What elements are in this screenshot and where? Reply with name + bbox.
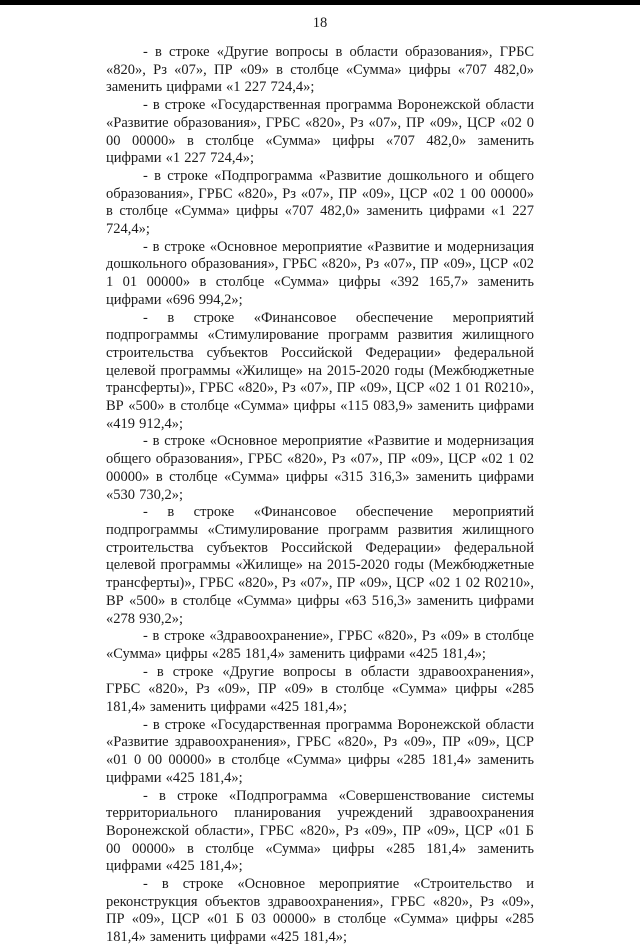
paragraph: - в строке «Другие вопросы в области здравоохранения», ГРБС «820», Рз «09», ПР «09» в столбце «Сумма» цифры «285 181,4» заменить цифрами «425 181,4»;	[106, 663, 534, 716]
paragraph: - в строке «Основное мероприятие «Развитие и модернизация общего образования», ГРБС «820», Рз «07», ПР «09», ЦСР «02 1 02 00000» в столбце «Сумма» цифры «315 316,3» заменить цифрами «530 730,2»;	[106, 433, 534, 503]
paragraph: - в строке «Основное мероприятие «Строительство и реконструкция объектов здравоохранения», ГРБС «820», Рз «09», ПР «09», ЦСР «01 Б 03 00000» в столбце «Сумма» цифры «285 181,4» заменить цифрами «425 181,4»;	[106, 876, 534, 946]
paragraph: - в строке «Государственная программа Воронежской области «Развитие образования», ГРБС «820», Рз «07», ПР «09», ЦСР «02 0 00 00000» в столбце «Сумма» цифры «707 482,0» заменить цифрами «1 227 724,4»;	[106, 97, 534, 167]
paragraph: - в строке «Основное мероприятие «Развитие и модернизация дошкольного образования», ГРБС «820», Рз «07», ПР «09», ЦСР «02 1 01 00000» в столбце «Сумма» цифры «392 165,7» заменить цифрами «696 994,2»;	[106, 238, 534, 308]
paragraph: - в строке «Финансовое обеспечение мероприятий подпрограммы «Стимулирование программ развития жилищного строительства субъектов Российской Федерации» федеральной целевой программы «Жилище» на 2015-2020 годы (Межбюджетные трансферты)», ГРБС «820», Рз «07», ПР «09», ЦСР «02 1 02 R0210», ВР «500» в столбце «Сумма» цифры «63 516,3» заменить цифрами «278 930,2»;	[106, 504, 534, 627]
paragraph: - в строке «Другие вопросы в области образования», ГРБС «820», Рз «07», ПР «09» в столбце «Сумма» цифры «707 482,0» заменить цифрами «1 227 724,4»;	[106, 44, 534, 96]
page-number: 18	[312, 15, 328, 31]
paragraph: - в строке «Подпрограмма «Совершенствование системы территориального планирования учреждений здравоохранения Воронежской области», ГРБС «820», Рз «09», ПР «09», ЦСР «01 Б 00 00000» в столбце «Сумма» цифры «285 181,4» заменить цифрами «425 181,4»;	[106, 787, 534, 875]
paragraph: - в строке «Подпрограмма «Развитие дошкольного и общего образования», ГРБС «820», Рз «07», ПР «09», ЦСР «02 1 00 00000» в столбце «Сумма» цифры «707 482,0» заменить цифрами «1 227 724,4»;	[106, 167, 534, 238]
paragraph: - в строке «Государственная программа Воронежской области «Развитие здравоохранения», ГРБС «820», Рз «09», ПР «09», ЦСР «01 0 00 00000» в столбце «Сумма» цифры «285 181,4» заменить цифрами «425 181,4»;	[106, 716, 534, 786]
document-page	[106, 14, 534, 947]
top-border	[0, 0, 640, 5]
paragraph: - в строке «Здравоохранение», ГРБС «820», Рз «09» в столбце «Сумма» цифры «285 181,4» заменить цифрами «425 181,4»;	[106, 628, 534, 662]
paragraph: - в строке «Финансовое обеспечение мероприятий подпрограммы «Стимулирование программ развития жилищного строительства субъектов Российской Федерации» федеральной целевой программы «Жилище» на 2015-2020 годы (Межбюджетные трансферты)», ГРБС «820», Рз «07», ПР «09», ЦСР «02 1 01 R0210», ВР «500» в столбце «Сумма» цифры «115 083,9» заменить цифрами «419 912,4»;	[106, 309, 534, 432]
